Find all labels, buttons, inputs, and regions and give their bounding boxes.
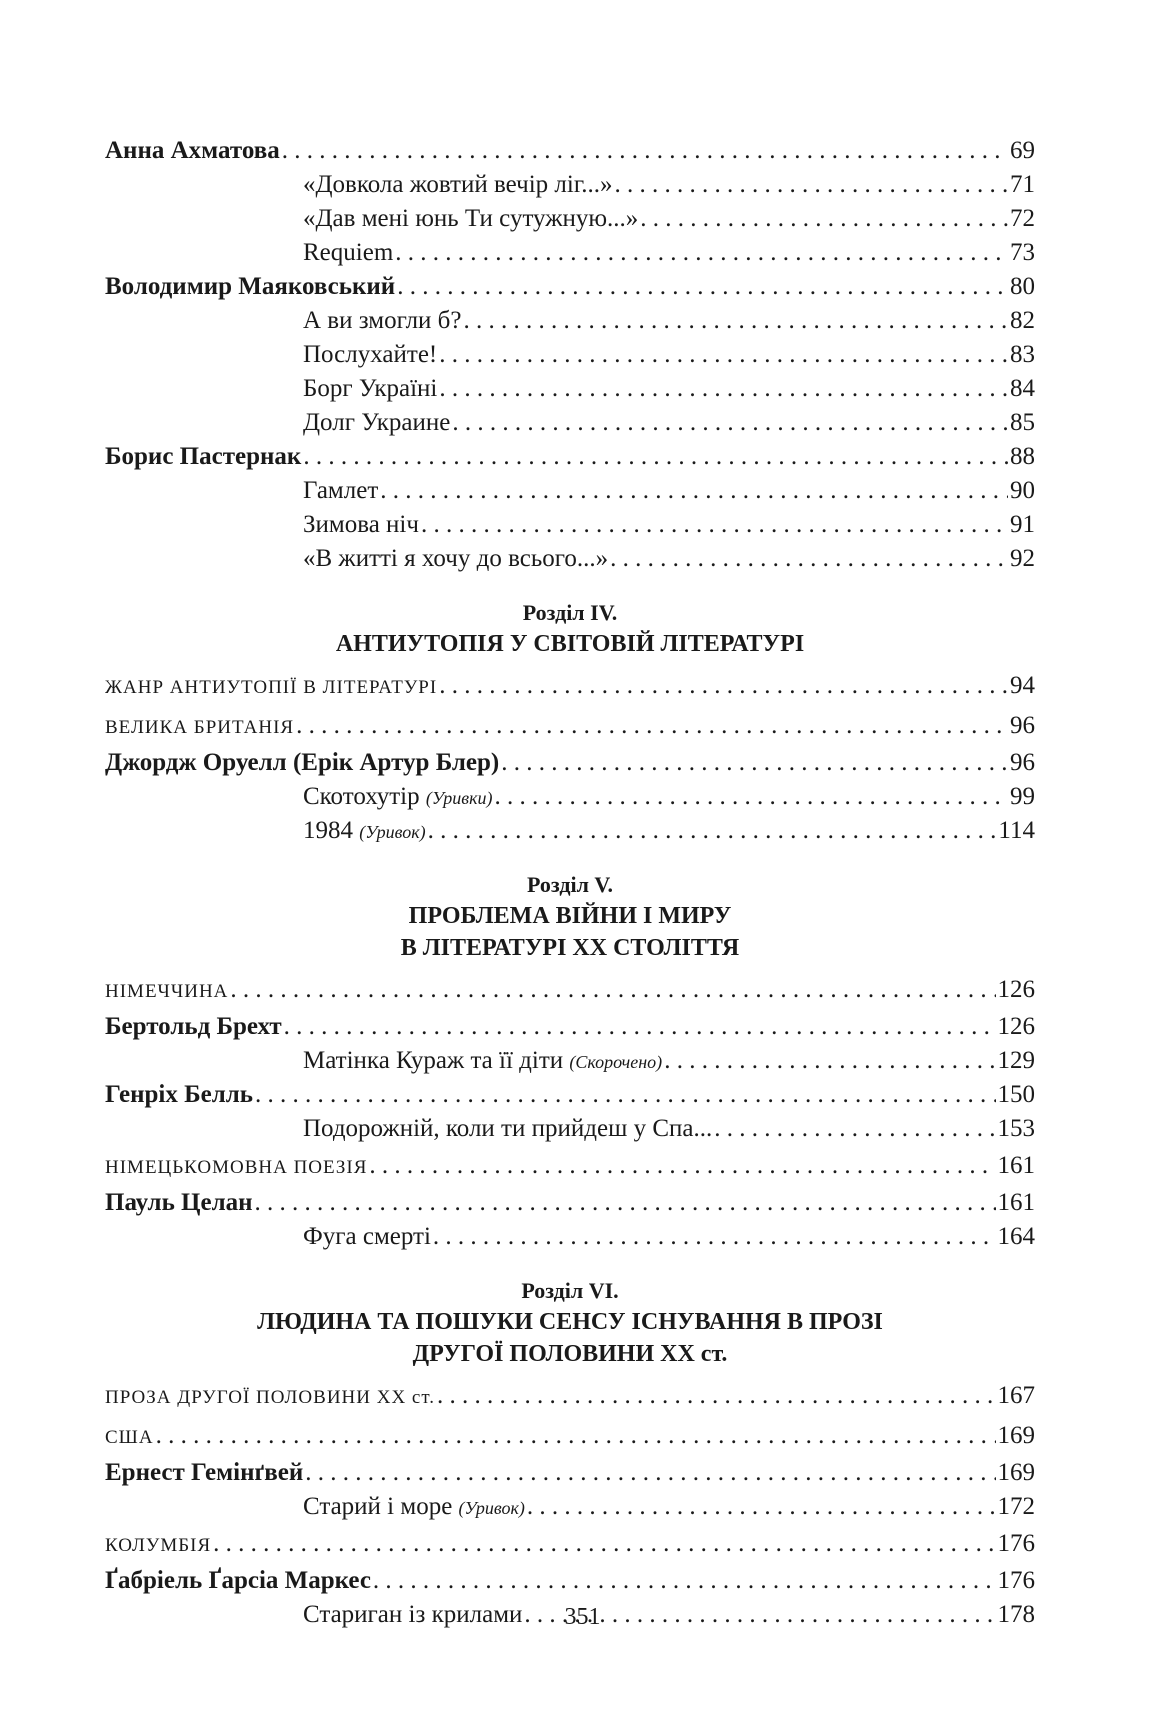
dot-leader <box>305 1456 995 1490</box>
dot-leader <box>380 474 1008 508</box>
section-title: ПРОБЛЕМА ВІЙНИ І МИРУ <box>408 903 732 929</box>
toc-entry-sub[interactable] <box>105 814 1035 848</box>
toc-entry-country[interactable] <box>105 1146 1035 1186</box>
entry-page-number: 161 <box>997 1189 1035 1216</box>
dot-leader <box>373 1564 996 1598</box>
dot-leader <box>395 236 1008 270</box>
page-number: 351 <box>564 1604 601 1630</box>
entry-title: Послухайте! <box>303 341 438 368</box>
entry-title: ЖАНР АНТИУТОПІЇ В ЛІТЕРАТУРІ <box>105 677 438 698</box>
entry-page-number: 72 <box>1010 205 1035 232</box>
section-number: Розділ V. <box>527 872 613 897</box>
entry-title: «Дав мені юнь Ти сутужную...» <box>303 205 639 232</box>
section-heading <box>105 1276 1035 1370</box>
entry-page-number: 169 <box>997 1422 1035 1449</box>
entry-page-number: 83 <box>1010 341 1035 368</box>
toc-entry-author[interactable] <box>105 1010 1035 1044</box>
toc-entry-country[interactable] <box>105 970 1035 1010</box>
entry-title: НІМЕЧЧИНА <box>105 981 229 1002</box>
entry-title: Ґабріель Ґарсіа Маркес <box>105 1567 371 1594</box>
entry-page-number: 153 <box>997 1115 1035 1142</box>
toc-entry-country[interactable] <box>105 1376 1035 1416</box>
toc-entry-sub[interactable] <box>105 168 1035 202</box>
dot-leader <box>296 706 1008 746</box>
entry-page-number: 176 <box>997 1530 1035 1557</box>
toc-entry-sub[interactable] <box>105 202 1035 236</box>
toc-entry-sub[interactable] <box>105 1220 1035 1254</box>
entry-title: Джордж Оруелл (Ерік Артур Блер) <box>105 749 500 776</box>
entry-title: 1984 <box>303 817 353 844</box>
section-title: ДРУГОЇ ПОЛОВИНИ XX ст. <box>412 1341 728 1367</box>
entry-title: Борг Україні <box>303 375 438 402</box>
dot-leader <box>156 1416 996 1456</box>
toc-entry-sub[interactable] <box>105 338 1035 372</box>
entry-page-number: 167 <box>997 1382 1035 1409</box>
entry-page-number: 88 <box>1010 443 1035 470</box>
entry-title: «В житті я хочу до всього...» <box>303 545 609 572</box>
section-heading <box>105 598 1035 660</box>
entry-page-number: 80 <box>1010 273 1035 300</box>
entry-title: Матінка Кураж та її діти <box>303 1047 564 1074</box>
section-title: В ЛІТЕРАТУРІ XX СТОЛІТТЯ <box>400 935 740 961</box>
toc-entry-sub[interactable] <box>105 1112 1035 1146</box>
entry-title: «Довкола жовтий вечір ліг...» <box>303 171 613 198</box>
dot-leader <box>303 440 1008 474</box>
entry-title: Старий і море <box>303 1493 453 1520</box>
dot-leader <box>664 1044 995 1078</box>
entry-title: НІМЕЦЬКОМОВНА ПОЕЗІЯ <box>105 1157 368 1178</box>
entry-title: Ернест Гемінґвей <box>105 1459 304 1486</box>
section-title: ЛЮДИНА ТА ПОШУКИ СЕНСУ ІСНУВАННЯ В ПРОЗІ <box>257 1309 883 1335</box>
entry-title: Долг Украине <box>303 409 451 436</box>
toc-entry-sub[interactable] <box>105 780 1035 814</box>
dot-leader <box>255 1078 996 1112</box>
dot-leader <box>284 1010 996 1044</box>
toc-entry-country[interactable] <box>105 1524 1035 1564</box>
entry-page-number: 69 <box>1010 137 1035 164</box>
entry-page-number: 71 <box>1010 171 1035 198</box>
entry-title: Бертольд Брехт <box>105 1013 282 1040</box>
dot-leader <box>452 406 1008 440</box>
toc-entry-sub[interactable] <box>105 372 1035 406</box>
dot-leader <box>433 1220 996 1254</box>
entry-title: А ви змогли б? <box>303 307 462 334</box>
entry-title: ВЕЛИКА БРИТАНІЯ <box>105 717 295 738</box>
entry-page-number: 99 <box>1010 783 1035 810</box>
toc-entry-country[interactable] <box>105 1416 1035 1456</box>
entry-title: Генріх Белль <box>105 1081 253 1108</box>
entry-page-number: 161 <box>997 1152 1035 1179</box>
entry-page-number: 129 <box>997 1047 1035 1074</box>
entry-title: Гамлет <box>303 477 379 504</box>
entry-title: США <box>105 1427 154 1448</box>
toc-entry-sub[interactable] <box>105 236 1035 270</box>
entry-page-number: 96 <box>1010 749 1035 776</box>
dot-leader <box>230 970 995 1010</box>
dot-leader <box>369 1146 995 1186</box>
toc-entry-author[interactable] <box>105 270 1035 304</box>
dot-leader <box>421 508 1008 542</box>
dot-leader <box>439 338 1008 372</box>
toc-entry-author[interactable] <box>105 1186 1035 1220</box>
entry-page-number: 126 <box>997 976 1035 1003</box>
entry-title: Requiem <box>303 239 394 266</box>
dot-leader <box>463 304 1008 338</box>
toc-entry-sub[interactable] <box>105 542 1035 576</box>
toc-entry-sub[interactable] <box>105 508 1035 542</box>
entry-page-number: 169 <box>997 1459 1035 1486</box>
entry-title: Борис Пастернак <box>105 443 302 470</box>
toc-entry-sub[interactable] <box>105 474 1035 508</box>
section-number: Розділ IV. <box>522 600 618 625</box>
entry-page-number: 114 <box>998 817 1035 844</box>
entry-page-number: 94 <box>1010 672 1035 699</box>
toc-entry-author[interactable] <box>105 440 1035 474</box>
toc-entry-author[interactable] <box>105 134 1035 168</box>
dot-leader <box>714 1112 995 1146</box>
entry-note: (Уривки) <box>425 788 493 808</box>
entry-page-number: 164 <box>997 1223 1035 1250</box>
entry-page-number: 84 <box>1010 375 1035 402</box>
table-of-contents <box>105 134 1035 1632</box>
dot-leader <box>213 1524 995 1564</box>
toc-entry-sub[interactable] <box>105 406 1035 440</box>
dot-leader <box>282 134 1008 168</box>
dot-leader <box>495 780 1009 814</box>
entry-title: Пауль Целан <box>105 1189 253 1216</box>
entry-page-number: 73 <box>1010 239 1035 266</box>
entry-page-number: 96 <box>1010 712 1035 739</box>
entry-page-number: 178 <box>997 1601 1035 1628</box>
dot-leader <box>439 372 1008 406</box>
toc-entry-author[interactable] <box>105 1456 1035 1490</box>
dot-leader <box>501 746 1008 780</box>
toc-entry-sub[interactable] <box>105 1044 1035 1078</box>
entry-note: (Уривок) <box>359 822 426 842</box>
dot-leader <box>527 1490 996 1524</box>
entry-title: КОЛУМБІЯ <box>105 1535 212 1556</box>
entry-page-number: 92 <box>1010 545 1035 572</box>
dot-leader <box>610 542 1008 576</box>
section-number: Розділ VI. <box>521 1278 619 1303</box>
entry-title: Фуга смерті <box>303 1223 431 1250</box>
entry-page-number: 85 <box>1010 409 1035 436</box>
entry-page-number: 90 <box>1010 477 1035 504</box>
entry-page-number: 172 <box>997 1493 1035 1520</box>
entry-page-number: 150 <box>997 1081 1035 1108</box>
dot-leader <box>437 1376 996 1416</box>
entry-title: Володимир Маяковський <box>105 273 396 300</box>
entry-page-number: 82 <box>1010 307 1035 334</box>
dot-leader <box>615 168 1009 202</box>
entry-note: (Скорочено) <box>569 1052 663 1072</box>
entry-page-number: 91 <box>1010 511 1035 538</box>
toc-entry-sub[interactable] <box>105 1490 1035 1524</box>
toc-entry-author[interactable] <box>105 1078 1035 1112</box>
toc-entry-author[interactable] <box>105 746 1035 780</box>
dot-leader <box>255 1186 996 1220</box>
entry-title: Скотохутір <box>303 783 420 810</box>
entry-title: Подорожній, коли ти прийдеш у Спа... <box>303 1115 713 1142</box>
entry-title: ПРОЗА ДРУГОЇ ПОЛОВИНИ XX ст. <box>105 1387 435 1408</box>
dot-leader <box>397 270 1008 304</box>
entry-title: Анна Ахматова <box>105 137 280 164</box>
toc-entry-author[interactable] <box>105 1564 1035 1598</box>
section-title: АНТИУТОПІЯ У СВІТОВІЙ ЛІТЕРАТУРІ <box>335 631 805 657</box>
entry-page-number: 176 <box>997 1567 1035 1594</box>
dot-leader <box>428 814 997 848</box>
toc-entry-country[interactable] <box>105 666 1035 706</box>
entry-note: (Уривок) <box>458 1498 525 1518</box>
entry-page-number: 126 <box>997 1013 1035 1040</box>
entry-title: Зимова ніч <box>303 511 419 538</box>
dot-leader <box>640 202 1008 236</box>
section-heading <box>105 870 1035 964</box>
entry-title: Стариган із крилами <box>303 1601 523 1628</box>
toc-entry-country[interactable] <box>105 706 1035 746</box>
toc-entry-sub[interactable] <box>105 304 1035 338</box>
dot-leader <box>439 666 1008 706</box>
